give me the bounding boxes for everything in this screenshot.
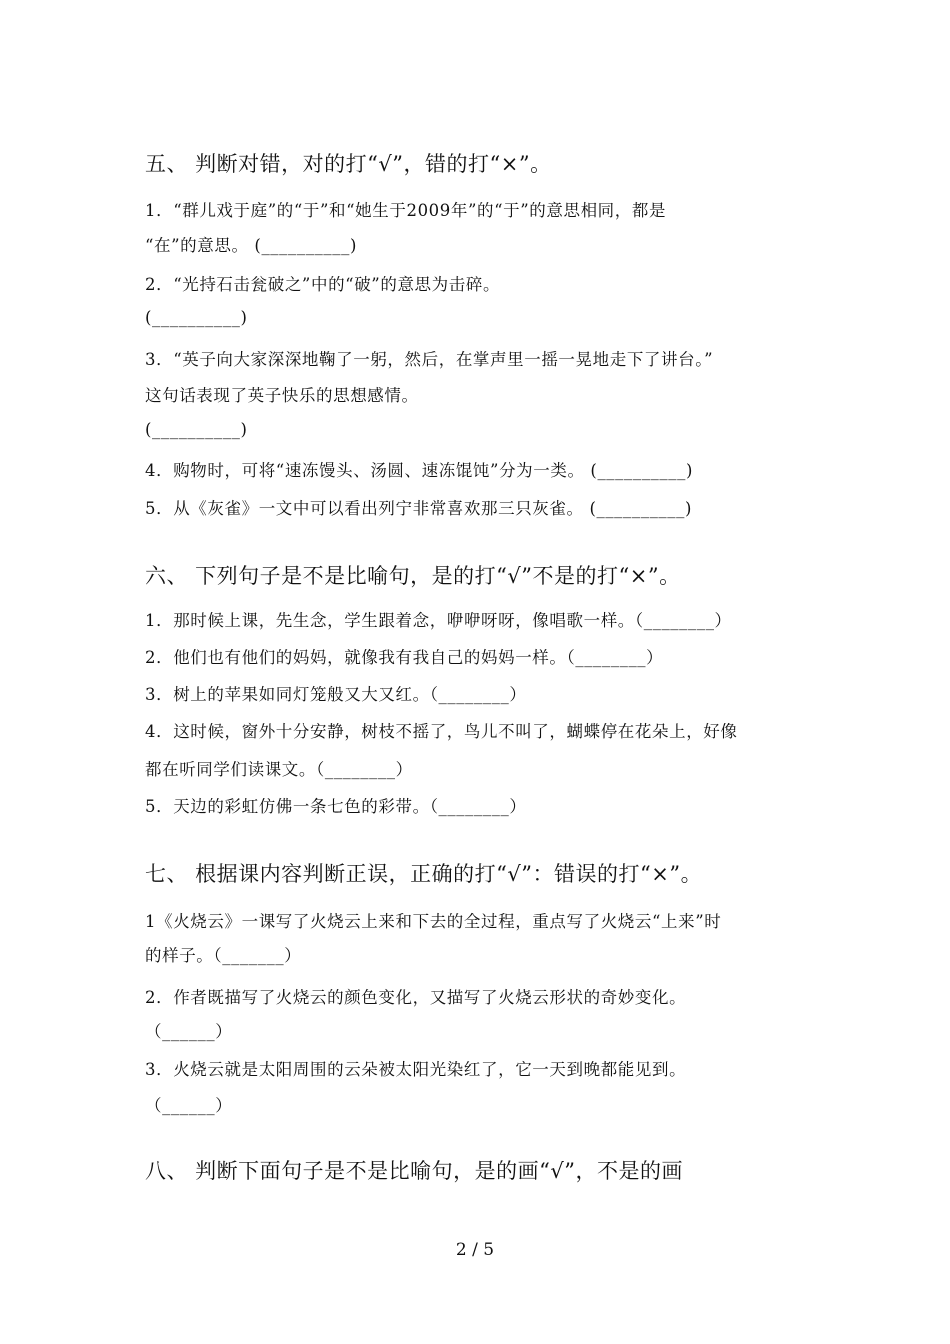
s5-line-4: (__________) <box>145 308 248 327</box>
s5-line-3: 2．“光持石击瓮破之”中的“破”的意思为击碎。 <box>145 275 501 294</box>
s7-line-2: 的样子。（_______） <box>145 946 302 965</box>
section-8-heading: 八、 判断下面句子是不是比喻句，是的画“√”，不是的画 <box>145 1159 684 1183</box>
s7-line-4: （______） <box>145 1022 233 1041</box>
s5-line-5: 3．“英子向大家深深地鞠了一躬，然后，在掌声里一摇一晃地走下了讲台。” <box>145 350 714 369</box>
s7-line-3: 2．作者既描写了火烧云的颜色变化，又描写了火烧云形状的奇妙变化。 <box>145 988 687 1007</box>
s6-line-6: 5．天边的彩虹仿佛一条七色的彩带。（________） <box>145 797 527 816</box>
s7-line-1: 1《火烧云》一课写了火烧云上来和下去的全过程，重点写了火烧云“上来”时 <box>145 912 722 931</box>
s6-line-1: 1．那时候上课，先生念，学生跟着念，咿咿呀呀，像唱歌一样。（________） <box>145 611 732 630</box>
page-number: 2 / 5 <box>455 1240 495 1260</box>
s5-line-7: (__________) <box>145 420 248 439</box>
s5-line-2: “在”的意思。 (__________) <box>145 236 357 255</box>
s6-line-5: 都在听同学们读课文。（________） <box>145 760 413 779</box>
section-7-heading: 七、 根据课内容判断正误，正确的打“√”：错误的打“×”。 <box>145 862 703 886</box>
section-6-heading: 六、 下列句子是不是比喻句，是的打“√”不是的打“×”。 <box>145 564 681 588</box>
s5-line-9: 5．从《灰雀》一文中可以看出列宁非常喜欢那三只灰雀。 (__________) <box>145 499 693 518</box>
s5-line-8: 4．购物时，可将“速冻馒头、汤圆、速冻馄饨”分为一类。 (__________) <box>145 461 693 480</box>
s5-line-1: 1．“群儿戏于庭”的“于”和“她生于2009年”的“于”的意思相同，都是 <box>145 201 667 220</box>
section-5-heading: 五、 判断对错，对的打“√”，错的打“×”。 <box>145 152 552 176</box>
s7-line-5: 3．火烧云就是太阳周围的云朵被太阳光染红了，它一天到晚都能见到。 <box>145 1060 687 1079</box>
s7-line-6: （______） <box>145 1096 233 1115</box>
s6-line-4: 4．这时候，窗外十分安静，树枝不摇了，鸟儿不叫了，蝴蝶停在花朵上，好像 <box>145 722 738 741</box>
s6-line-3: 3．树上的苹果如同灯笼般又大又红。（________） <box>145 685 527 704</box>
s5-line-6: 这句话表现了英子快乐的思想感情。 <box>145 386 419 405</box>
s6-line-2: 2．他们也有他们的妈妈，就像我有我自己的妈妈一样。（________） <box>145 648 664 667</box>
